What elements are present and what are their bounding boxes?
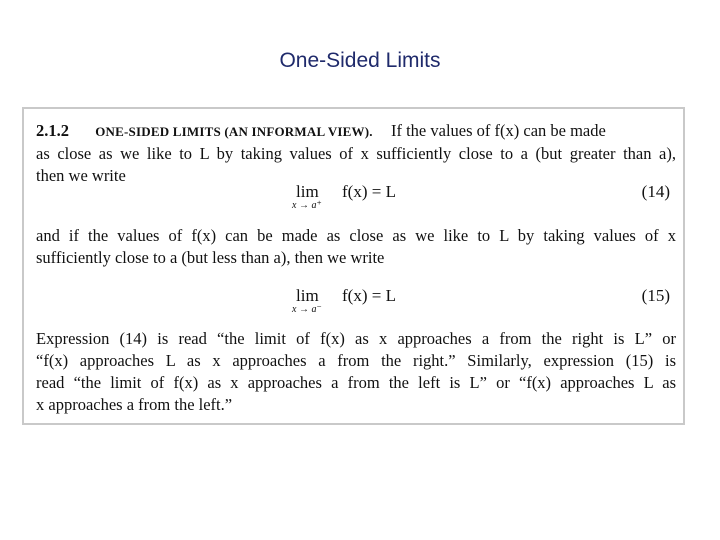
definition-line-2: as close as we like to L by taking values of x sufficiently close to a (but greater than a), (36, 144, 676, 163)
definition-line-3: then we write (36, 166, 126, 185)
final-line-4: x approaches a from the left.” (36, 395, 233, 414)
eq15-lim: lim (296, 286, 319, 305)
definition-heading-line (36, 121, 676, 142)
eq14-number: (14) (641, 182, 670, 201)
eq14-subscript: x → a⁺ (292, 200, 322, 211)
definition-line-1: If the values of f(x) can be made (390, 121, 606, 140)
eq14-lim: lim (296, 182, 319, 201)
eq15-subscript: x → a⁻ (292, 304, 322, 315)
eq14-expression: f(x) = L (342, 182, 396, 201)
definition-box (22, 107, 685, 425)
slide-title: One-Sided Limits (279, 49, 441, 72)
final-line-3: read “the limit of f(x) as x approaches a from the left is L” or “f(x) approaches L as (36, 373, 676, 392)
final-line-1: Expression (14) is read “the limit of f(x) as x approaches a from the right is L” or (36, 329, 676, 348)
equation-15 (36, 286, 676, 326)
middle-line-2: sufficiently close to a (but less than a), then we write (36, 248, 385, 267)
eq15-number: (15) (641, 286, 670, 305)
definition-number: 2.1.2 (36, 121, 69, 140)
eq15-expression: f(x) = L (342, 286, 396, 305)
final-line-2: “f(x) approaches L as x approaches a from the right.” Similarly, expression (15) is (36, 351, 676, 370)
equation-14 (36, 182, 676, 222)
definition-heading: ONE-SIDED LIMITS (AN INFORMAL VIEW). (95, 124, 373, 139)
middle-line-1: and if the values of f(x) can be made as close as we like to L by taking values of x (36, 226, 676, 245)
